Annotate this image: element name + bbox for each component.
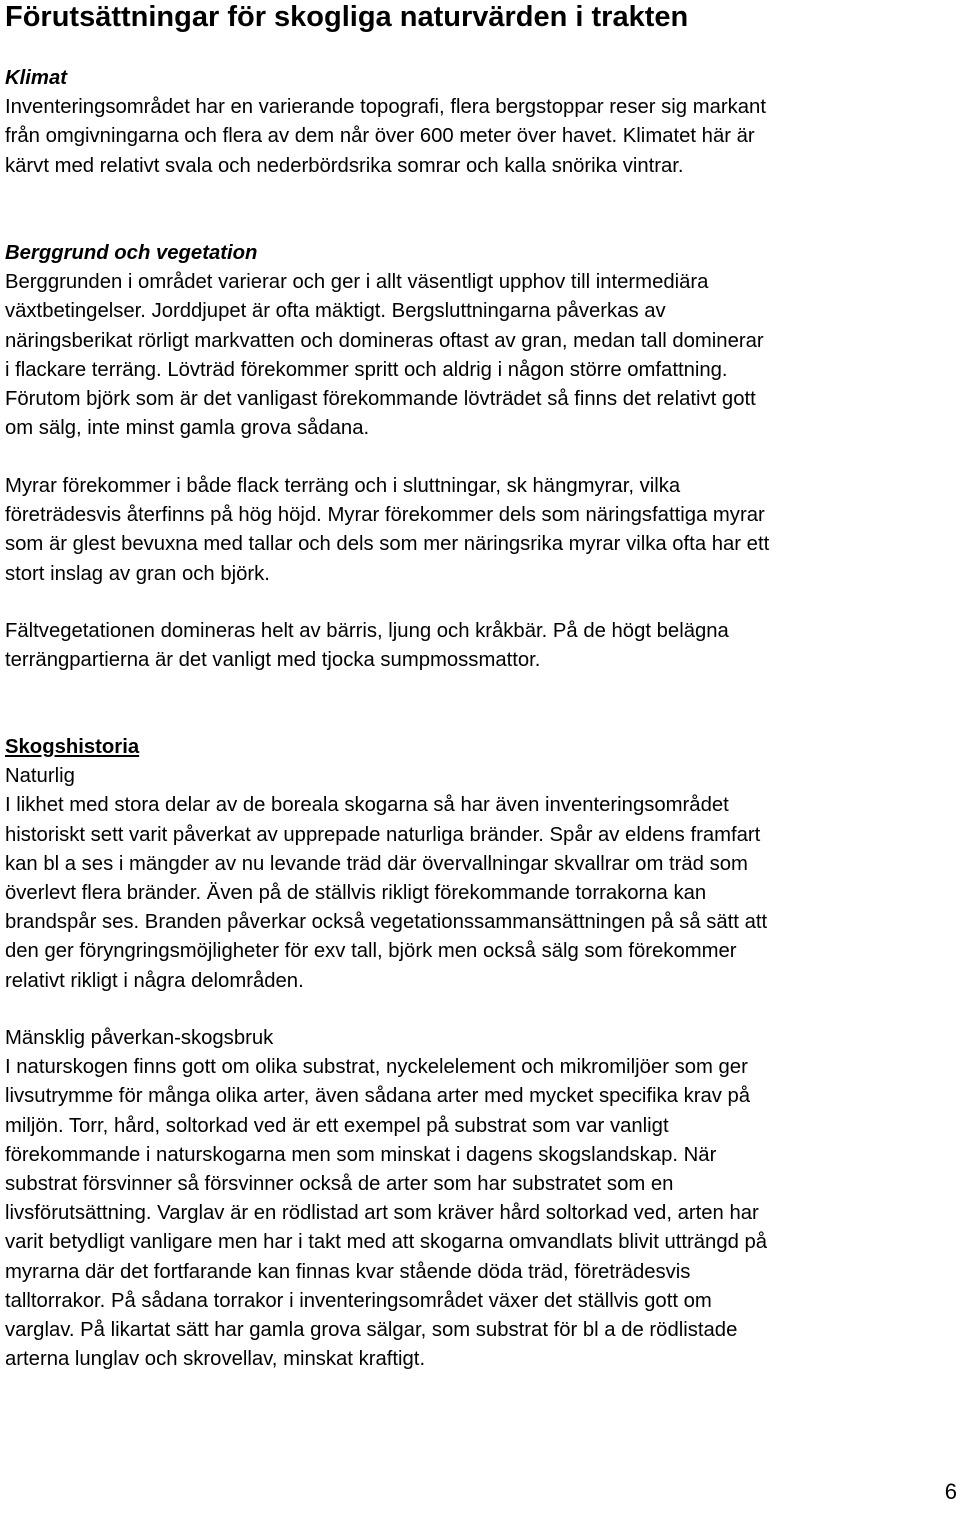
text-line: Berggrunden i området varierar och ger i allt väsentligt upphov till intermediära xyxy=(5,271,709,294)
text-line: varit betydligt vanligare men har i takt med att skogarna omvandlats blivit utträngd på xyxy=(5,1231,768,1254)
text-line: som är glest bevuxna med tallar och dels som mer näringsrika myrar vilka ofta har ett xyxy=(5,533,770,556)
section-heading-klimat: Klimat xyxy=(5,67,67,89)
text-line: den ger föryngringsmöjligheter för exv tall, björk men också sälg som förekommer xyxy=(5,940,737,963)
text-line: företrädesvis återfinns på hög höjd. Myrar förekommer dels som näringsfattiga myrar xyxy=(5,504,765,527)
text-line: Inventeringsområdet har en varierande topografi, flera bergstoppar reser sig markant xyxy=(5,96,766,119)
text-line: överlevt flera bränder. Även på de ställvis rikligt förekommande torrakorna kan xyxy=(5,882,707,905)
section-heading-berggrund: Berggrund och vegetation xyxy=(5,242,258,264)
text-line: terrängpartierna är det vanligt med tjocka sumpmossmattor. xyxy=(5,649,541,672)
section-berggrund xyxy=(5,239,955,443)
text-line: förekommande i naturskogarna men som minskat i dagens skogslandskap. När xyxy=(5,1143,717,1166)
text-line: myrarna där det fortfarande kan finnas kvar stående döda träd, företrädesvis xyxy=(5,1260,691,1283)
page-number: 6 xyxy=(944,1479,957,1504)
text-line: kärvt med relativt svala och nederbördsrika somrar och kalla snörika vintrar. xyxy=(5,154,684,177)
section-klimat xyxy=(5,64,955,181)
paragraph-myrar xyxy=(5,472,955,589)
text-line: Fältvegetationen domineras helt av bärris, ljung och kråkbär. På de högt belägna xyxy=(5,620,729,642)
text-line: talltorrakor. På sådana torrakor i inventeringsområdet växer det ställvis gott om xyxy=(5,1289,712,1312)
paragraph-faltvegetation xyxy=(5,617,955,675)
text-line: näringsberikat rörligt markvatten och domineras oftast av gran, medan tall dominerar xyxy=(5,329,764,352)
text-line: varglav. På likartat sätt har gamla grova sälgar, som substrat för bl a de rödlistade xyxy=(5,1319,738,1342)
text-line: brandspår ses. Branden påverkar också vegetationssammansättningen på så sätt att xyxy=(5,911,768,934)
text-line: miljön. Torr, hård, soltorkad ved är ett exempel på substrat som var vanligt xyxy=(5,1114,669,1137)
text-line: livsförutsättning. Varglav är en rödlistad art som kräver hård soltorkad ved, arten har xyxy=(5,1202,759,1225)
text-line: I naturskogen finns gott om olika substrat, nyckelelement och mikromiljöer som ger xyxy=(5,1056,748,1079)
text-line: från omgivningarna och flera av dem når över 600 meter över havet. Klimatet här är xyxy=(5,125,755,148)
subheading-mansklig-paverkan: Mänsklig påverkan-skogsbruk xyxy=(5,1027,274,1049)
text-line: relativt rikligt i några delområden. xyxy=(5,969,304,992)
section-mansklig-paverkan xyxy=(5,1024,955,1374)
text-line: kan bl a ses i mängder av nu levande träd där övervallningar skvallrar om träd som xyxy=(5,852,748,875)
text-line: arterna lunglav och skrovellav, minskat kraftigt. xyxy=(5,1348,426,1371)
text-line: historiskt sett varit påverkat av upprepade naturliga bränder. Spår av eldens framfart xyxy=(5,823,761,846)
text-line: stort inslag av gran och björk. xyxy=(5,562,270,585)
page-title: Förutsättningar för skogliga naturvärden i trakten xyxy=(5,1,689,33)
text-line: växtbetingelser. Jorddjupet är ofta mäktigt. Bergsluttningarna påverkas av xyxy=(5,300,666,323)
text-line: livsutrymme för många olika arter, även sådana arter med mycket specifika krav på xyxy=(5,1085,751,1108)
text-line: i flackare terräng. Lövträd förekommer spritt och aldrig i någon större omfattning. xyxy=(5,358,728,381)
text-line: substrat försvinner så försvinner också de arter som har substratet som en xyxy=(5,1173,674,1196)
section-skogshistoria xyxy=(5,733,955,996)
section-heading-skogshistoria: Skogshistoria xyxy=(5,736,140,758)
subheading-naturlig: Naturlig xyxy=(5,765,75,788)
text-line: I likhet med stora delar av de boreala skogarna så har även inventeringsområdet xyxy=(5,794,729,817)
text-line: Förutom björk som är det vanligast förekommande lövträdet så finns det relativt gott xyxy=(5,388,756,411)
text-line: om sälg, inte minst gamla grova sådana. xyxy=(5,417,370,440)
text-line: Myrar förekommer i både flack terräng och i sluttningar, sk hängmyrar, vilka xyxy=(5,475,681,497)
